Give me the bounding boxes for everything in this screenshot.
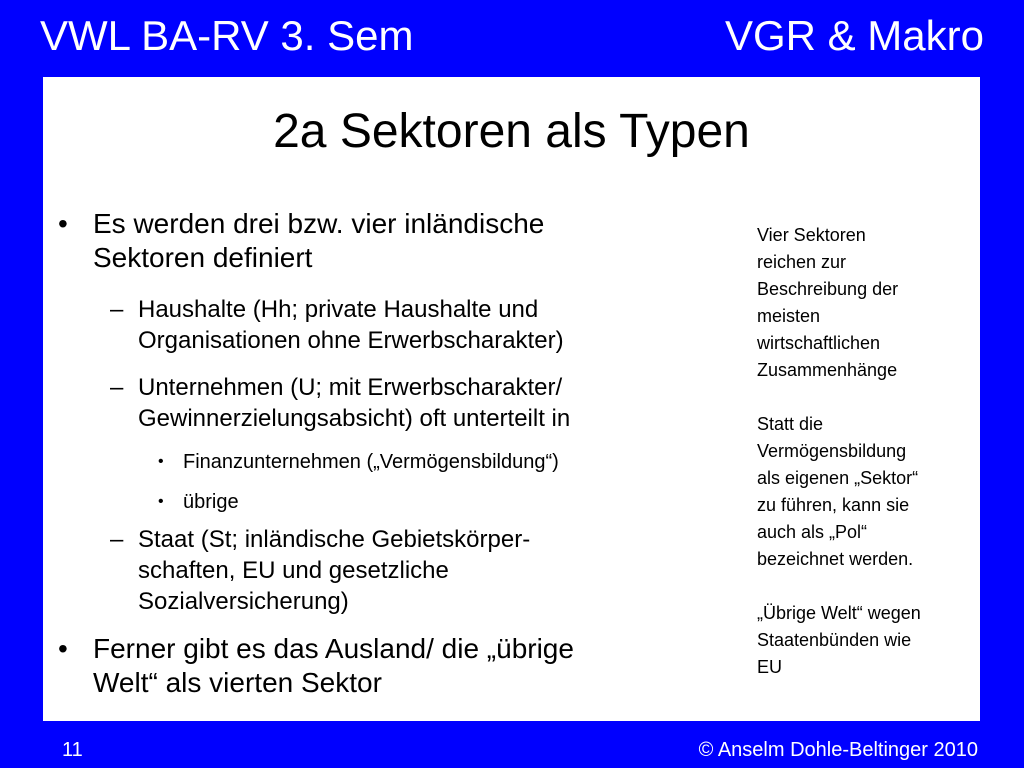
bullet-text: Staat (St; inländische Gebietskörper- schaften, EU und gesetzliche Sozialversicherung) [138, 526, 531, 615]
bullet-marker: – [110, 296, 124, 323]
page-number: 11 [62, 739, 83, 761]
side-note-paragraph: Vier Sektoren reichen zur Beschreibung der meisten wirtschaftlichen Zusammenhänge [757, 225, 899, 380]
bullet-marker: – [110, 374, 124, 401]
slide-title: 2a Sektoren als Typen [273, 105, 750, 158]
side-note-paragraph: Statt die Vermögensbildung als eigenen „Sektor“ zu führen, kann sie auch als „Pol“ bezeichnet werden. [757, 414, 919, 569]
bullet-marker: • [158, 493, 164, 510]
bullet-marker: • [58, 633, 68, 664]
copyright-notice: © Anselm Dohle-Beltinger 2010 [698, 739, 978, 761]
bullet-marker: • [158, 453, 164, 470]
side-note-paragraph: „Übrige Welt“ wegen Staatenbünden wie EU [757, 603, 921, 677]
bullet-text: Finanzunternehmen („Vermögensbildung“) [183, 451, 559, 473]
bullet-marker: • [58, 208, 68, 239]
bullet-text: Haushalte (Hh; private Haushalte und Organisationen ohne Erwerbscharakter) [138, 296, 564, 354]
bullet-text: Ferner gibt es das Ausland/ die „übrige Welt“ als vierten Sektor [93, 633, 574, 698]
slide-panel [43, 77, 980, 721]
header-right-title: VGR & Makro [724, 12, 984, 59]
header-left-title: VWL BA-RV 3. Sem [40, 12, 414, 59]
bullet-marker: – [110, 526, 124, 553]
bullet-text: Unternehmen (U; mit Erwerbscharakter/ Gewinnerzielungsabsicht) oft unterteilt in [138, 374, 571, 432]
bullet-text: übrige [183, 491, 239, 513]
side-note [757, 222, 972, 708]
bullet-text: Es werden drei bzw. vier inländische Sektoren definiert [93, 208, 545, 273]
